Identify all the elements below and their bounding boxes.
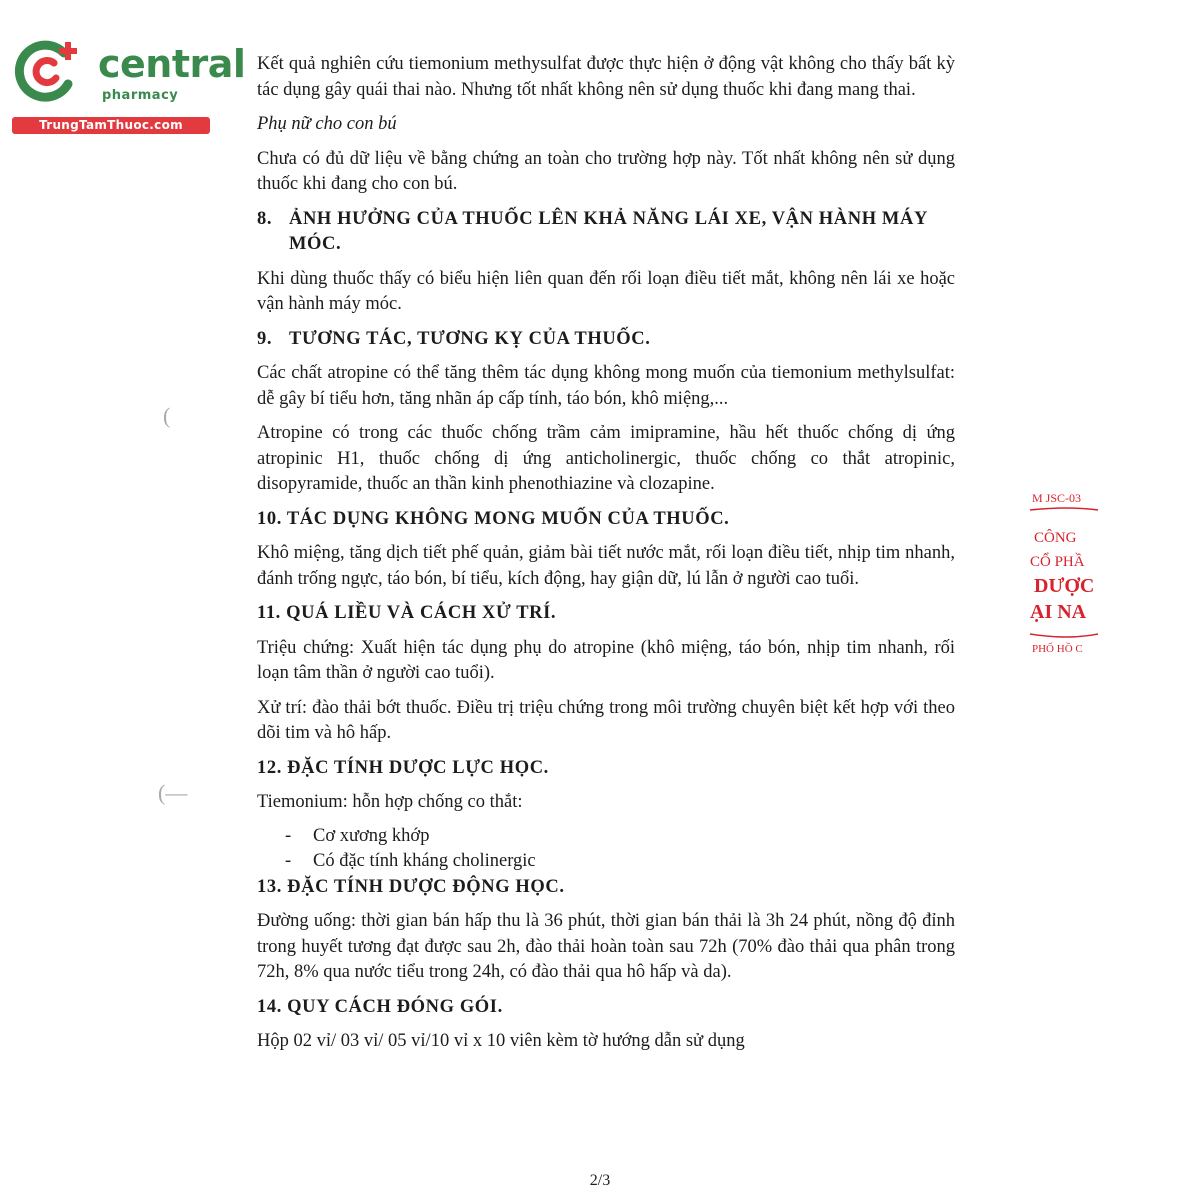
paragraph-packaging: Hộp 02 vỉ/ 03 vỉ/ 05 vỉ/10 vỉ x 10 viên kèm tờ hướng dẫn sử dụng [257, 1031, 745, 1051]
stamp-line: ẠI NA [1030, 601, 1087, 623]
margin-punch-mark: ( [163, 403, 171, 428]
paragraph-overdose-treatment: Xử trí: đào thải bớt thuốc. Điều trị triệu chứng trong môi trường chuyên biệt kết hợp với theo dõi tim và hô hấp. [257, 697, 955, 743]
paragraph-pregnancy: Kết quả nghiên cứu tiemonium methysulfat được thực hiện ở động vật không cho thấy bất kỳ tác dụng gây quái thai nào. Nhưng tốt nhất không nên sử dụng thuốc khi đang mang thai. [257, 54, 955, 100]
logo-brand-name: central [98, 42, 246, 86]
subheading-breastfeeding: Phụ nữ cho con bú [257, 114, 397, 134]
list-item-text: Cơ xương khớp [313, 825, 430, 846]
section-heading-8 [257, 207, 955, 258]
list-item [285, 824, 955, 850]
section-heading-12: 12. ĐẶC TÍNH DƯỢC LỰC HỌC. [257, 757, 549, 778]
paragraph-driving: Khi dùng thuốc thấy có biểu hiện liên quan đến rối loạn điều tiết mắt, không nên lái xe hoặc vận hành máy móc. [257, 268, 955, 314]
section-heading-9 [257, 327, 955, 353]
company-stamp [1028, 480, 1098, 670]
logo-website-banner: TrungTamThuoc.com [12, 117, 210, 134]
paragraph-pharmacodynamics: Tiemonium: hỗn hợp chống co thắt: [257, 792, 523, 812]
company-stamp-seal-icon [1028, 480, 1098, 670]
stamp-line: DƯỢC [1034, 575, 1095, 597]
stamp-line: PHỐ HỒ C [1032, 643, 1083, 655]
paragraph-pharmacokinetics: Đường uống: thời gian bán hấp thu là 36 phút, thời gian bán thải là 3h 24 phút, nồng độ đỉnh trong huyết tương đạt được sau 2h, đào thải hoàn toàn sau 72h (70% đào thải qua phân trong 72h, 8% qua nước tiểu trong 24h, có đào thải qua hô hấp và da). [257, 911, 955, 982]
central-pharmacy-mark-icon [10, 38, 90, 104]
page-number: 2/3 [589, 1172, 611, 1189]
section-title: TƯƠNG TÁC, TƯƠNG KỴ CỦA THUỐC. [289, 328, 651, 349]
central-pharmacy-logo [10, 38, 246, 138]
section-number: 9. [257, 328, 273, 349]
paragraph-side-effects: Khô miệng, tăng dịch tiết phế quản, giảm bài tiết nước mắt, rối loạn điều tiết, nhịp tim nhanh, đánh trống ngực, táo bón, bí tiểu, kích động, hay giận dữ, lú lẫn ở người cao tuổi. [257, 543, 955, 589]
list-item-text: Có đặc tính kháng cholinergic [313, 851, 536, 871]
paragraph-overdose-symptoms: Triệu chứng: Xuất hiện tác dụng phụ do atropine (khô miệng, táo bón, nhịp tim nhanh, rối loạn tâm thần ở người cao tuổi). [257, 637, 955, 683]
logo-brand-subtitle: pharmacy [102, 88, 179, 103]
paragraph-breastfeeding: Chưa có đủ dữ liệu về bằng chứng an toàn cho trường hợp này. Tốt nhất không nên sử dụng thuốc khi đang cho con bú. [257, 148, 955, 194]
section-number: 8. [257, 208, 273, 229]
bullet-list [257, 824, 955, 875]
margin-punch-mark: (— [158, 780, 188, 805]
section-heading-11: 11. QUÁ LIỀU VÀ CÁCH XỬ TRÍ. [257, 603, 557, 623]
list-item [285, 849, 955, 875]
stamp-line: CÔNG [1034, 530, 1077, 546]
section-heading-14: 14. QUY CÁCH ĐÓNG GÓI. [257, 996, 503, 1017]
paragraph-interactions-1: Các chất atropine có thể tăng thêm tác dụng không mong muốn của tiemonium methylsulfat: dễ gây bí tiểu hơn, tăng nhãn áp cấp tính, táo bón, khô miệng,... [257, 363, 955, 409]
section-heading-13: 13. ĐẶC TÍNH DƯỢC ĐỘNG HỌC. [257, 876, 565, 897]
paragraph-interactions-2: Atropine có trong các thuốc chống trầm cảm imipramine, hầu hết thuốc chống dị ứng atropinic H1, thuốc chống dị ứng anticholinergic, thuốc chống co thắt atropinic, disopyramide, thuốc an thần kinh phenothiazine và clozapine. [257, 423, 955, 494]
section-title: ẢNH HƯỞNG CỦA THUỐC LÊN KHẢ NĂNG LÁI XE, VẬN HÀNH MÁY MÓC. [289, 208, 928, 254]
stamp-line: M JSC-03 [1032, 491, 1082, 505]
dash-bullet: - [285, 851, 292, 871]
dash-bullet: - [285, 825, 292, 846]
document-body [257, 52, 955, 1064]
stamp-line: CỔ PHẦ [1030, 554, 1085, 570]
section-heading-10: 10. TÁC DỤNG KHÔNG MONG MUỐN CỦA THUỐC. [257, 508, 730, 529]
